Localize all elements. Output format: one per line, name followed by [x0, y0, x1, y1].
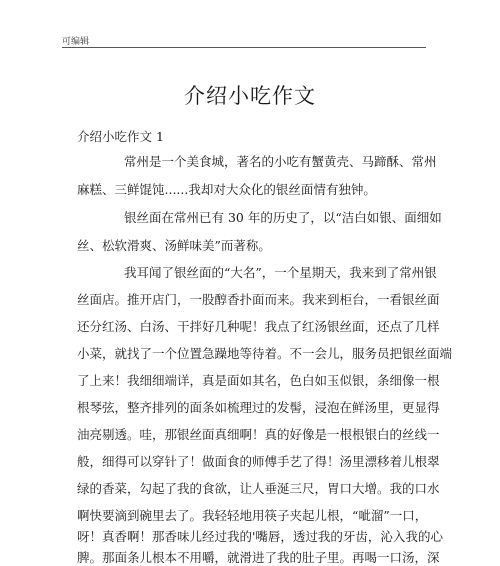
paragraph-line: 根琴弦，整齐排列的面条如梳理过的发髻，浸泡在鲜汤里，更显得	[77, 400, 440, 415]
paragraph-line: 般，细得可以穿针了！做面食的师傅手艺了得！汤里漂移着儿根翠	[77, 454, 440, 469]
paragraph-line: 麻糕、三鲜馄饨......我却对大众化的银丝面情有独钟。	[77, 182, 376, 197]
header-divider	[62, 47, 426, 48]
document-title: 介绍小吃作文	[184, 84, 316, 108]
paragraph-line: 丝、松软滑爽、汤鲜味美”而著称。	[77, 238, 271, 253]
paragraph-line: 我耳闻了银丝面的“大名”，一个星期天，我来到了常州银	[124, 265, 437, 280]
paragraph-line: 丝面店。推开店门，一股醇香扑面而来。我来到柜台，一看银丝面	[77, 292, 440, 307]
paragraph-line: 还分红汤、白汤、干拌好几种呢！我点了红汤银丝面，还点了几样	[77, 319, 440, 334]
section-label: 介绍小吃作文 1	[77, 129, 164, 144]
paragraph-line: 啊快要滴到碗里去了。我轻轻地用筷子夹起儿根，“呲溜”一口，	[77, 508, 428, 523]
paragraph-line: 常州是一个美食城，著名的小吃有蟹黄壳、马蹄酥、常州	[124, 154, 437, 169]
paragraph-line: 小菜，就找了一个位置急躁地等待着。不一会儿，服务员把银丝面端	[77, 346, 453, 361]
paragraph-line: 呀！真香啊！那香味儿经过我的'嘴唇，透过我的牙齿，沁入我的心	[77, 529, 443, 544]
paragraph-line: 银丝面在常州已有 30 年的历史了，以“洁白如银、面细如	[124, 210, 442, 225]
paragraph-line: 了上来！我细细端详，真是面如其名，色白如玉似银，条细像一根	[77, 373, 440, 388]
header-note: 可编辑	[62, 37, 90, 47]
paragraph-line: 绿的香菜，勾起了我的食欲，让人垂涎三尺，胃口大增。我的口水	[77, 481, 440, 496]
paragraph-line: 脾。那面条儿根本不用嚼，就滑进了我的肚子里。再喝一口汤，深	[77, 550, 440, 565]
paragraph-line: 油亮剔透。哇，那银丝面真细啊！真的好像是一根根银白的丝线一	[77, 427, 440, 442]
